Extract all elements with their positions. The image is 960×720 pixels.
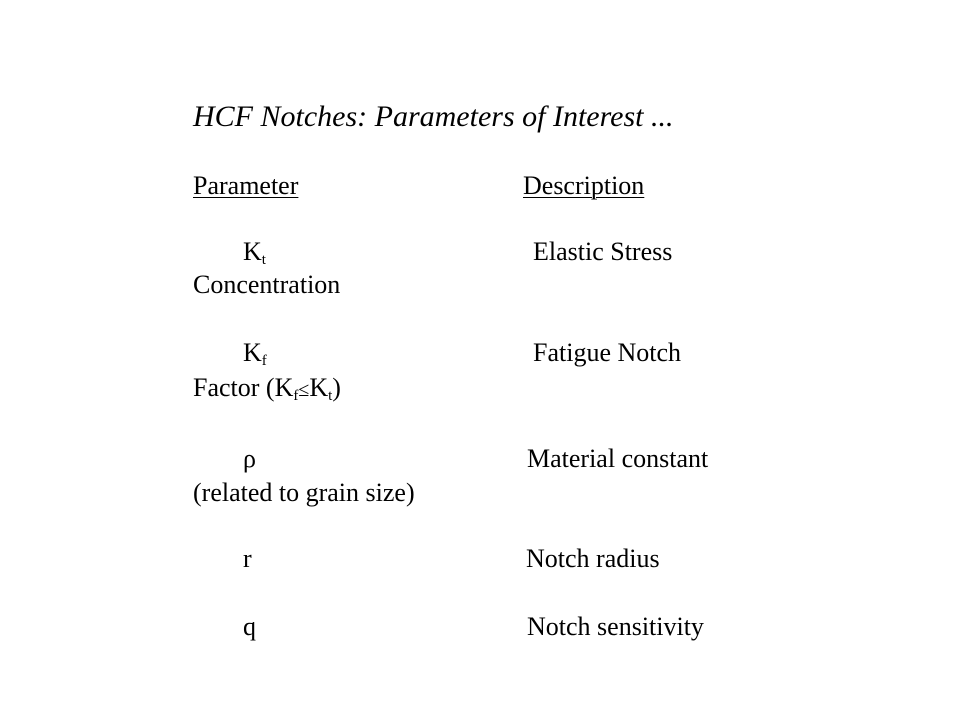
parameter-column-header: Parameter [193, 171, 299, 200]
continuation-subscript-t: t [328, 388, 333, 404]
parameter-description-q: Notch sensitivity [527, 612, 704, 641]
continuation-subscript-f: f [293, 388, 299, 404]
symbol-base: K [243, 338, 262, 367]
symbol-subscript: t [261, 252, 266, 268]
less-equal-sign: ≤ [298, 379, 310, 401]
continuation-prefix: Factor (K [193, 373, 294, 402]
parameter-description-kt: Elastic Stress [533, 237, 673, 266]
parameter-symbol-rho: ρ [243, 444, 256, 473]
parameter-description-rho-continuation: (related to grain size) [193, 478, 415, 507]
parameter-symbol-r: r [243, 544, 252, 573]
slide-title: HCF Notches: Parameters of Interest ... [193, 100, 674, 133]
continuation-suffix: ) [332, 373, 341, 402]
parameter-description-kf-continuation [193, 372, 341, 408]
parameter-symbol-kt [243, 236, 266, 272]
continuation-mid: K [309, 373, 329, 402]
parameter-description-kt-continuation: Concentration [193, 270, 341, 299]
parameter-description-kf: Fatigue Notch [533, 338, 682, 367]
parameter-description-r: Notch radius [526, 544, 660, 573]
symbol-subscript: f [261, 353, 267, 369]
parameter-symbol-kf [243, 337, 267, 373]
description-column-header: Description [523, 171, 645, 200]
symbol-base: K [243, 237, 262, 266]
parameter-symbol-q: q [243, 612, 256, 641]
parameter-description-rho: Material constant [527, 444, 709, 473]
